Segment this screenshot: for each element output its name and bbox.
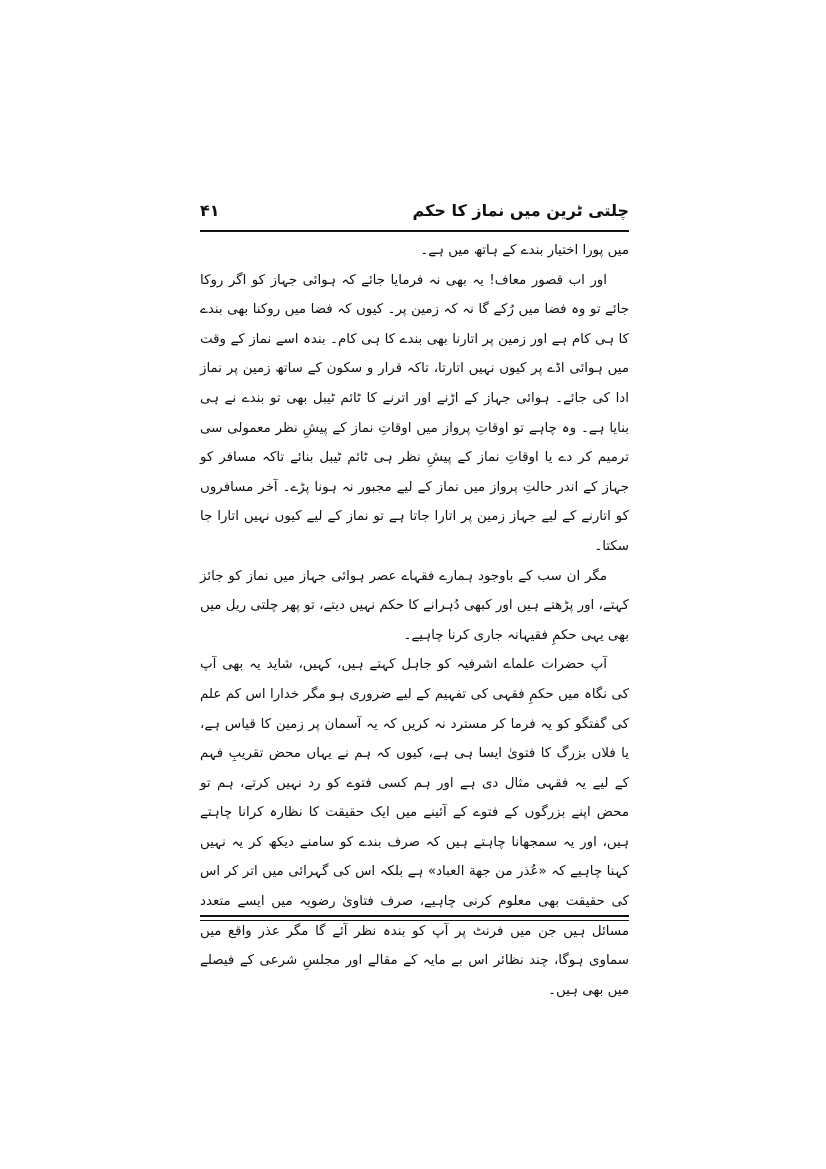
running-header: [200, 197, 629, 231]
footer-rule-bottom: [200, 920, 629, 921]
running-title: چلتی ٹرین میں نماز کا حکم: [412, 201, 629, 220]
body-text: [200, 236, 629, 1005]
page-number: ۴۱: [200, 201, 220, 220]
paragraph: آپ حضرات علماے اشرفیہ کو جاہل کہتے ہیں، کہیں، شاید یہ بھی آپ کی نگاہ میں حکمِ فقہی کی تفہیم کے لیے ضروری ہو مگر خدارا اس کم علم کی گفتگو کو یہ فرما کر مسترد نہ کریں کہ یہ آسمان پر زمین کا قیاس ہے، یا فلاں بزرگ کا فتویٰ ایسا ہی ہے، کیوں کہ ہم نے یہاں محض تقریبِ فہم کے لیے یہ فقہی مثال دی ہے اور ہم کسی فتوے کو رد نہیں کرتے، ہم تو محض اپنے بزرگوں کے فتوے کے آئینے میں ایک حقیقت کا نظارہ کرانا چاہتے ہیں، اور یہ سمجھانا چاہتے ہیں کہ صرف بندے کو سامنے دیکھ کر یہ نہیں کہنا چاہیے کہ «عُذر من جهة العباد» ہے بلکہ اس کی گہرائی میں اتر کر اس کی حقیقت بھی معلوم کرنی چاہیے، صرف فتاویٰ رضویہ میں ایسے متعدد مسائل ہیں جن میں فرنٹ پر آپ کو بندہ نظر آئے گا مگر عذر واقع میں سماوی ہوگا، چند نظائر اس بے مایہ کے مقالے اور مجلسِ شرعی کے فیصلے میں بھی ہیں۔: [200, 657, 629, 998]
header-rule: [200, 230, 629, 232]
paragraph: اور اب قصور معاف! یہ بھی نہ فرمایا جائے کہ ہوائی جہاز کو اگر روکا جائے تو وہ فضا میں رُکے گا نہ کہ زمین پر۔ کیوں کہ فضا میں روکنا بھی بندے کا ہی کام ہے اور زمین پر اتارنا بھی بندے کا ہی کام۔ بندہ اسے نماز کے وقت میں ہوائی اڈے پر کیوں نہیں اتارتا، تاکہ قرار و سکون کے ساتھ زمین پر نماز ادا کی جائے۔ ہوائی جہاز کے اڑنے اور اترنے کا ٹائم ٹیبل بھی تو بندے نے ہی بنایا ہے۔ وہ چاہے تو اوقاتِ پرواز میں اوقاتِ نماز کے پیشِ نظر معمولی سی ترمیم کر دے یا اوقاتِ نماز کے پیشِ نظر ہی ٹائم ٹیبل بنائے تاکہ مسافر کو جہاز کے اندر حالتِ پرواز میں نماز کے لیے مجبور نہ ہونا پڑے۔ آخر مسافروں کو اتارنے کے لیے جہاز زمین پر اتارا جاتا ہے تو نماز کے لیے کیوں نہیں اتارا جا سکتا۔: [200, 272, 629, 554]
paragraph: میں پورا اختیار بندے کے ہاتھ میں ہے۔: [420, 243, 629, 258]
paragraph: مگر ان سب کے باوجود ہمارے فقہاے عصر ہوائی جہاز میں نماز کو جائز کہتے، اور پڑھتے ہیں اور کبھی دُہرانے کا حکم نہیں دیتے، تو پھر چلتی ریل میں بھی یہی حکمِ فقیہانہ جاری کرنا چاہیے۔: [200, 568, 629, 643]
footer-rule-top: [200, 915, 629, 917]
